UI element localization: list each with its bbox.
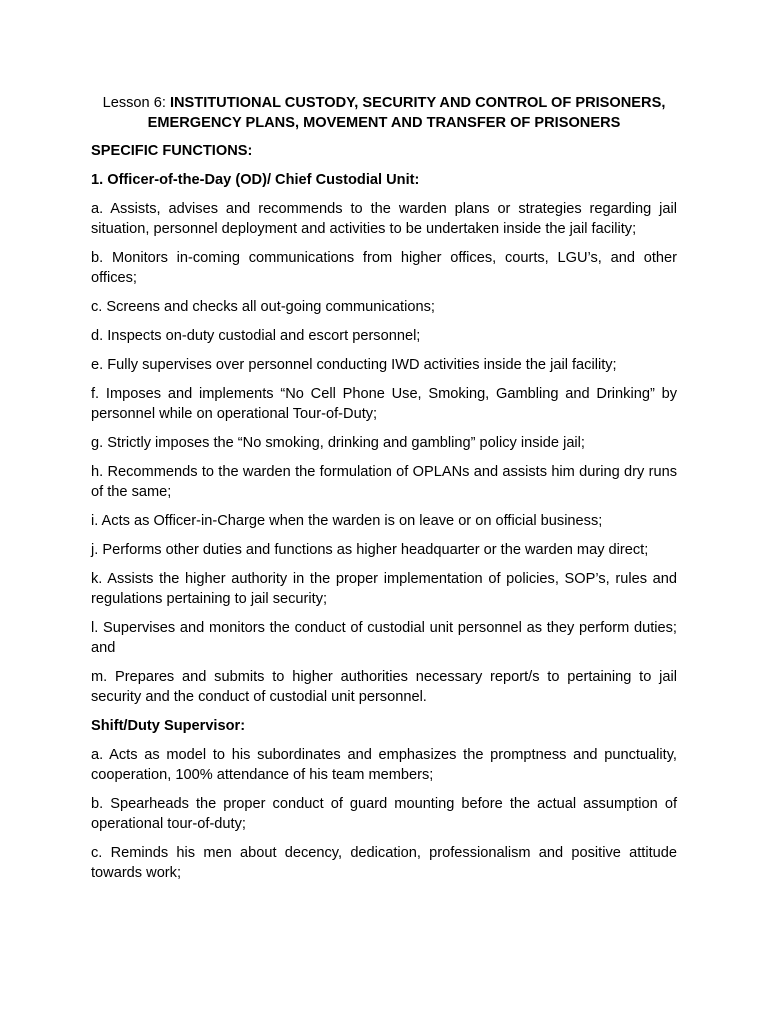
lesson-title-prefix: Lesson 6:	[102, 95, 170, 111]
od-item-j: j. Performs other duties and functions as higher headquarter or the warden may direct;	[91, 542, 649, 558]
od-item-k: k. Assists the higher authority in the proper implementation of policies, SOP’s, rules and regulations pertaining to jail security;	[91, 571, 677, 607]
lesson-title-line1: INSTITUTIONAL CUSTODY, SECURITY AND CONTROL OF PRISONERS,	[169, 95, 666, 111]
od-item-b: b. Monitors in-coming communications from higher offices, courts, LGU’s, and other offices;	[91, 250, 677, 286]
lesson-title-line2: EMERGENCY PLANS, MOVEMENT AND TRANSFER OF PRISONERS	[147, 115, 621, 131]
od-item-e: e. Fully supervises over personnel conducting IWD activities inside the jail facility;	[91, 357, 617, 373]
od-item-a: a. Assists, advises and recommends to the warden plans or strategies regarding jail situation, personnel deployment and activities to be undertaken inside the jail facility;	[91, 201, 677, 237]
od-item-g: g. Strictly imposes the “No smoking, drinking and gambling” policy inside jail;	[91, 435, 585, 451]
od-item-h: h. Recommends to the warden the formulation of OPLANs and assists him during dry runs of the same;	[91, 464, 677, 500]
od-item-m: m. Prepares and submits to higher authorities necessary report/s to pertaining to jail security and the conduct of custodial unit personnel.	[91, 669, 677, 705]
shift-heading: Shift/Duty Supervisor:	[91, 718, 246, 734]
od-item-l: l. Supervises and monitors the conduct of custodial unit personnel as they perform duties; and	[91, 620, 677, 656]
lesson-title	[91, 93, 677, 133]
od-item-f: f. Imposes and implements “No Cell Phone Use, Smoking, Gambling and Drinking” by personnel while on operational Tour-of-Duty;	[91, 386, 677, 422]
shift-item-c: c. Reminds his men about decency, dedication, professionalism and positive attitude towards work;	[91, 845, 677, 881]
document-page	[91, 93, 677, 892]
od-item-i: i. Acts as Officer-in-Charge when the warden is on leave or on official business;	[91, 513, 603, 529]
od-item-c: c. Screens and checks all out-going communications;	[91, 299, 435, 315]
od-heading: 1. Officer-of-the-Day (OD)/ Chief Custodial Unit:	[91, 172, 420, 188]
section-heading: SPECIFIC FUNCTIONS:	[91, 143, 253, 159]
od-item-d: d. Inspects on-duty custodial and escort personnel;	[91, 328, 421, 344]
shift-item-a: a. Acts as model to his subordinates and emphasizes the promptness and punctuality, cooperation, 100% attendance of his team members;	[91, 747, 677, 783]
shift-item-b: b. Spearheads the proper conduct of guard mounting before the actual assumption of operational tour-of-duty;	[91, 796, 677, 832]
